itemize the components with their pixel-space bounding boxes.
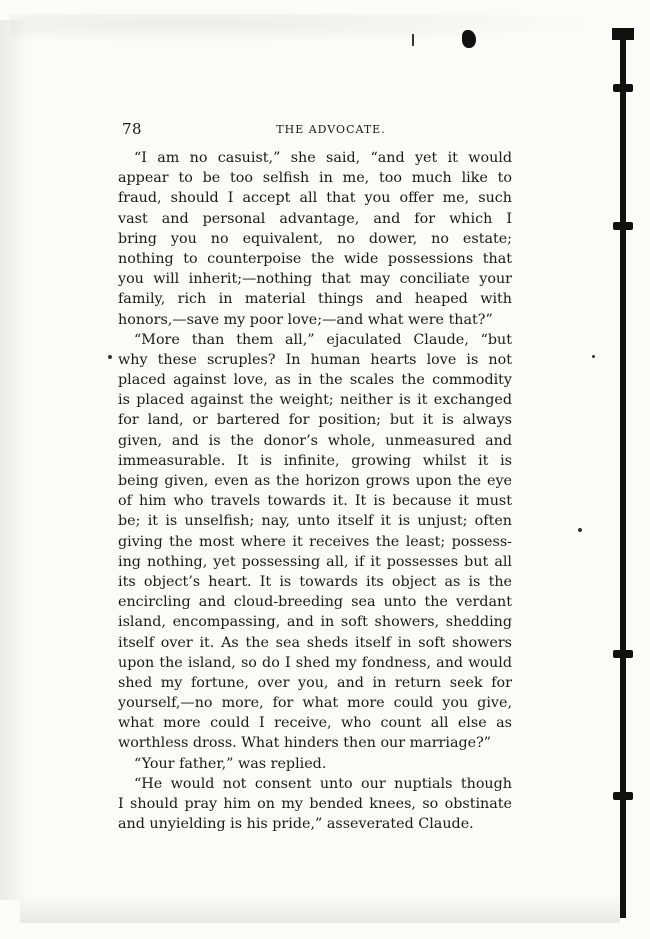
text-line: “More than them all,” ejaculated Claude, “but [134, 331, 512, 348]
text-line: yourself,—no more, for what more could you give, [118, 695, 512, 712]
text-line: given, and is the donor’s whole, unmeasured and [118, 432, 512, 449]
text-line: itself over it. As the sea sheds itself in soft showers [118, 634, 512, 651]
text-line: shed my fortune, over you, and in return seek for [118, 674, 512, 691]
stray-mark [578, 528, 582, 532]
text-line: be; it is unselfish; nay, unto itself it is unjust; often [118, 513, 512, 530]
text-line: and unyielding is his pride,” asseverated Claude. [118, 816, 474, 833]
body-text [118, 148, 512, 834]
stray-mark [592, 355, 595, 358]
text-line: is placed against the weight; neither is it exchanged [118, 392, 512, 409]
text-line: I should pray him on my bended knees, so obstinate [118, 796, 512, 812]
stray-mark [108, 355, 112, 359]
binding-knob [613, 222, 633, 230]
text-line: island, encompassing, and in soft showers, shedding [118, 614, 512, 631]
text-line: encircling and cloud-breeding sea unto the verdant [118, 594, 512, 611]
binding-knob [613, 792, 633, 800]
page-header [122, 120, 512, 140]
text-line: “I am no casuist,” she said, “and yet it would [134, 150, 512, 166]
text-line: “He would not consent unto our nuptials though [134, 775, 512, 792]
binding-knob [613, 650, 633, 658]
page-stain-top [10, 14, 610, 44]
text-line: you will inherit;—nothing that may conciliate your [118, 271, 512, 288]
text-line: worthless dross. What hinders then our marriage?” [118, 735, 492, 752]
ink-mark [412, 34, 414, 46]
text-line: “Your father,” was replied. [134, 755, 327, 772]
text-line: honors,—save my poor love;—and what were that?” [118, 311, 493, 328]
text-line: family, rich in material things and heaped with [118, 291, 512, 308]
page-stain-left [0, 20, 28, 900]
binding-knob [613, 84, 633, 92]
text-line: appear to be too selfish in me, too much like to [118, 170, 512, 187]
text-line: placed against love, as in the scales the commodity [118, 372, 512, 389]
page-stain-bottom [20, 895, 620, 923]
text-line: vast and personal advantage, and for which I [118, 210, 512, 227]
text-line: what more could I receive, who count all else as [118, 715, 512, 732]
text-line: immeasurable. It is infinite, growing whilst it is [118, 452, 512, 469]
text-line: giving the most where it receives the least; possess- [118, 533, 512, 550]
text-line: fraud, should I accept all that you offer me, such [118, 190, 512, 207]
page-number: 78 [122, 120, 143, 138]
text-line: why these scruples? In human hearts love is not [118, 351, 512, 368]
text-line: ing nothing, yet possessing all, if it possesses but all [118, 553, 512, 570]
text-line: of him who travels towards it. It is because it must [118, 493, 512, 510]
text-line: being given, even as the horizon grows upon the eye [118, 473, 512, 489]
text-line: upon the island, so do I shed my fondness, and would [118, 654, 512, 671]
binding-rod [620, 30, 626, 918]
text-line: for land, or bartered for position; but it is always [118, 412, 512, 429]
text-line: its object’s heart. It is towards its object as is the [118, 573, 512, 590]
ink-blot [462, 30, 476, 48]
text-line: nothing to counterpoise the wide possessions that [118, 250, 512, 267]
text-line: bring you no equivalent, no dower, no estate; [118, 230, 512, 247]
running-title: THE ADVOCATE. [276, 123, 386, 136]
